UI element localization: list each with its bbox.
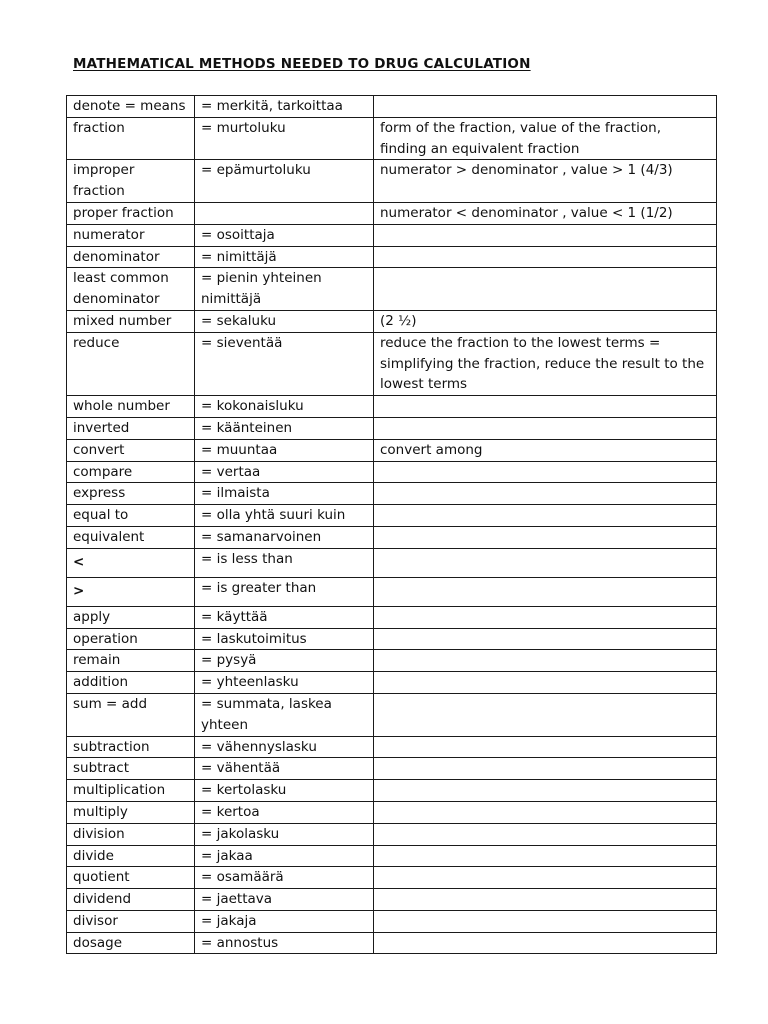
table-row xyxy=(67,117,717,160)
note-cell xyxy=(374,910,717,932)
table-row xyxy=(67,160,717,203)
note-cell xyxy=(374,461,717,483)
term-cell: quotient xyxy=(67,867,195,889)
translation-cell: = kokonaisluku xyxy=(195,396,374,418)
table-row xyxy=(67,202,717,224)
note-cell: form of the fraction, value of the fraction, finding an equivalent fraction xyxy=(374,117,717,160)
note-cell xyxy=(374,96,717,118)
term-cell: express xyxy=(67,483,195,505)
table-row xyxy=(67,417,717,439)
translation-cell: = sieventää xyxy=(195,332,374,395)
term-cell: apply xyxy=(67,606,195,628)
note-cell xyxy=(374,758,717,780)
translation-cell: = jakaa xyxy=(195,845,374,867)
term-cell: remain xyxy=(67,650,195,672)
translation-cell: = epämurtoluku xyxy=(195,160,374,203)
term-cell: numerator xyxy=(67,224,195,246)
term-cell: divide xyxy=(67,845,195,867)
note-cell xyxy=(374,417,717,439)
table-row xyxy=(67,396,717,418)
translation-cell: = yhteenlasku xyxy=(195,672,374,694)
note-cell xyxy=(374,693,717,736)
translation-cell: = nimittäjä xyxy=(195,246,374,268)
note-cell xyxy=(374,628,717,650)
translation-cell: = vähennyslasku xyxy=(195,736,374,758)
term-cell: addition xyxy=(67,672,195,694)
term-cell: dosage xyxy=(67,932,195,954)
note-cell xyxy=(374,650,717,672)
term-cell: subtract xyxy=(67,758,195,780)
table-row xyxy=(67,461,717,483)
term-cell: denote = means xyxy=(67,96,195,118)
table-row xyxy=(67,801,717,823)
term-cell: sum = add xyxy=(67,693,195,736)
vocabulary-table xyxy=(66,95,717,954)
translation-cell: = samanarvoinen xyxy=(195,526,374,548)
term-cell: convert xyxy=(67,439,195,461)
note-cell xyxy=(374,548,717,577)
term-cell: subtraction xyxy=(67,736,195,758)
translation-cell: = osamäärä xyxy=(195,867,374,889)
table-row xyxy=(67,505,717,527)
table-row xyxy=(67,246,717,268)
table-row xyxy=(67,310,717,332)
translation-cell: = jakaja xyxy=(195,910,374,932)
table-row xyxy=(67,224,717,246)
translation-cell: = osoittaja xyxy=(195,224,374,246)
translation-cell: = vähentää xyxy=(195,758,374,780)
note-cell xyxy=(374,246,717,268)
translation-cell: = vertaa xyxy=(195,461,374,483)
table-row xyxy=(67,577,717,606)
greater-than-symbol: > xyxy=(67,577,195,606)
table-row xyxy=(67,526,717,548)
term-cell: inverted xyxy=(67,417,195,439)
table-row xyxy=(67,736,717,758)
translation-cell: = murtoluku xyxy=(195,117,374,160)
translation-cell: = muuntaa xyxy=(195,439,374,461)
term-cell: equal to xyxy=(67,505,195,527)
translation-cell: = is less than xyxy=(195,548,374,577)
translation-cell xyxy=(195,202,374,224)
note-cell xyxy=(374,505,717,527)
table-row xyxy=(67,96,717,118)
note-cell xyxy=(374,268,717,311)
translation-cell: = jaettava xyxy=(195,889,374,911)
less-than-symbol: < xyxy=(67,548,195,577)
term-cell: divisor xyxy=(67,910,195,932)
note-cell: reduce the fraction to the lowest terms = simplifying the fraction, reduce the result to the lowest terms xyxy=(374,332,717,395)
translation-cell: = ilmaista xyxy=(195,483,374,505)
note-cell xyxy=(374,224,717,246)
table-row xyxy=(67,780,717,802)
term-cell: improper fraction xyxy=(67,160,195,203)
translation-cell: = kertoa xyxy=(195,801,374,823)
note-cell xyxy=(374,823,717,845)
term-cell: equivalent xyxy=(67,526,195,548)
table-row xyxy=(67,606,717,628)
term-cell: operation xyxy=(67,628,195,650)
note-cell xyxy=(374,577,717,606)
note-cell: numerator > denominator , value > 1 (4/3) xyxy=(374,160,717,203)
note-cell: numerator < denominator , value < 1 (1/2) xyxy=(374,202,717,224)
note-cell xyxy=(374,483,717,505)
table-row xyxy=(67,650,717,672)
note-cell: (2 ½) xyxy=(374,310,717,332)
table-row xyxy=(67,889,717,911)
note-cell xyxy=(374,672,717,694)
table-row xyxy=(67,628,717,650)
table-row xyxy=(67,548,717,577)
translation-cell: = is greater than xyxy=(195,577,374,606)
table-row xyxy=(67,758,717,780)
note-cell xyxy=(374,606,717,628)
translation-cell: = pienin yhteinen nimittäjä xyxy=(195,268,374,311)
translation-cell: = olla yhtä suuri kuin xyxy=(195,505,374,527)
table-row xyxy=(67,672,717,694)
translation-cell: = summata, laskea yhteen xyxy=(195,693,374,736)
term-cell: compare xyxy=(67,461,195,483)
note-cell xyxy=(374,932,717,954)
term-cell: proper fraction xyxy=(67,202,195,224)
translation-cell: = kertolasku xyxy=(195,780,374,802)
table-row xyxy=(67,332,717,395)
note-cell xyxy=(374,889,717,911)
term-cell: fraction xyxy=(67,117,195,160)
translation-cell: = laskutoimitus xyxy=(195,628,374,650)
term-cell: reduce xyxy=(67,332,195,395)
table-row xyxy=(67,932,717,954)
translation-cell: = käänteinen xyxy=(195,417,374,439)
term-cell: dividend xyxy=(67,889,195,911)
note-cell xyxy=(374,780,717,802)
table-row xyxy=(67,439,717,461)
term-cell: multiply xyxy=(67,801,195,823)
note-cell xyxy=(374,867,717,889)
table-row xyxy=(67,845,717,867)
term-cell: least common denominator xyxy=(67,268,195,311)
translation-cell: = annostus xyxy=(195,932,374,954)
table-row xyxy=(67,483,717,505)
translation-cell: = sekaluku xyxy=(195,310,374,332)
note-cell xyxy=(374,801,717,823)
table-row xyxy=(67,910,717,932)
note-cell xyxy=(374,526,717,548)
table-row xyxy=(67,823,717,845)
translation-cell: = merkitä, tarkoittaa xyxy=(195,96,374,118)
translation-cell: = käyttää xyxy=(195,606,374,628)
term-cell: whole number xyxy=(67,396,195,418)
table-row xyxy=(67,867,717,889)
term-cell: mixed number xyxy=(67,310,195,332)
term-cell: denominator xyxy=(67,246,195,268)
note-cell xyxy=(374,736,717,758)
translation-cell: = jakolasku xyxy=(195,823,374,845)
note-cell xyxy=(374,396,717,418)
note-cell: convert among xyxy=(374,439,717,461)
page-title: MATHEMATICAL METHODS NEEDED TO DRUG CALCULATION xyxy=(73,56,531,72)
term-cell: multiplication xyxy=(67,780,195,802)
table-row xyxy=(67,268,717,311)
table-row xyxy=(67,693,717,736)
note-cell xyxy=(374,845,717,867)
translation-cell: = pysyä xyxy=(195,650,374,672)
term-cell: division xyxy=(67,823,195,845)
